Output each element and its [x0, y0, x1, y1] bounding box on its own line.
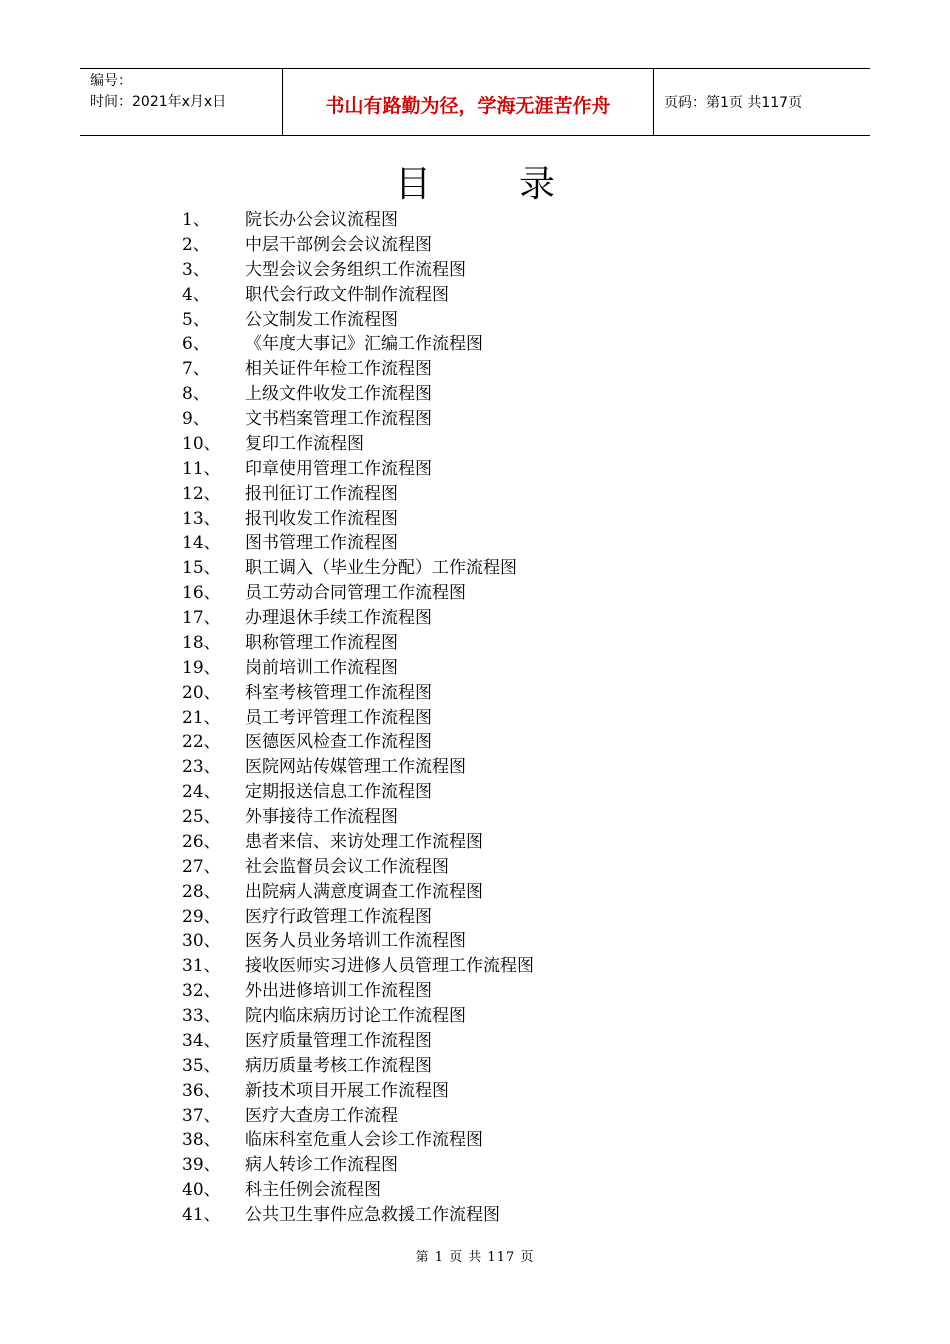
toc-item-label: 职工调入（毕业生分配）工作流程图	[245, 558, 517, 579]
toc-item-number: 25、	[182, 807, 221, 827]
toc-item[interactable]	[182, 432, 822, 457]
toc-item[interactable]	[182, 681, 822, 706]
toc-item-label: 外事接待工作流程图	[245, 807, 398, 827]
toc-item[interactable]	[182, 407, 822, 432]
toc-item-number: 20、	[182, 682, 221, 703]
toc-item-number: 5、	[182, 309, 210, 330]
toc-item[interactable]	[182, 954, 822, 979]
toc-item[interactable]	[182, 258, 822, 283]
toc-item[interactable]	[182, 507, 822, 532]
toc-item-number: 7、	[182, 359, 210, 380]
header-motto: 书山有路勤为径，学海无涯苦作舟	[282, 69, 654, 135]
toc-item-number: 19、	[182, 657, 221, 678]
toc-item-label: 定期报送信息工作流程图	[245, 782, 432, 803]
toc-item-number: 24、	[182, 782, 221, 803]
toc-item-label: 办理退休手续工作流程图	[245, 608, 432, 628]
toc-item[interactable]	[182, 1029, 822, 1054]
toc-item-number: 18、	[182, 632, 221, 653]
toc-item[interactable]	[182, 1153, 822, 1178]
toc-item[interactable]	[182, 805, 822, 830]
header-meta	[80, 69, 282, 135]
toc-item-number: 34、	[182, 1030, 221, 1051]
toc-item-number: 29、	[182, 906, 221, 927]
toc-item-number: 35、	[182, 1055, 221, 1076]
toc-item[interactable]	[182, 830, 822, 855]
toc-item-label: 院内临床病历讨论工作流程图	[245, 1006, 466, 1026]
toc-item-label: 社会监督员会议工作流程图	[245, 856, 449, 877]
toc-item-number: 14、	[182, 533, 221, 554]
toc-item-label: 外出进修培训工作流程图	[245, 981, 432, 1002]
toc-item-number: 10、	[182, 433, 221, 454]
toc-item-label: 病人转诊工作流程图	[245, 1155, 398, 1176]
toc-item-number: 4、	[182, 284, 210, 305]
toc-item[interactable]	[182, 1004, 822, 1029]
page-title: 目录	[394, 164, 643, 205]
toc-item[interactable]	[182, 233, 822, 258]
header-page-info: 页码：第1页 共117页	[664, 95, 803, 111]
toc-item-number: 3、	[182, 259, 210, 280]
toc-item-number: 16、	[182, 583, 221, 604]
toc-item-number: 39、	[182, 1155, 221, 1176]
toc-item-number: 17、	[182, 608, 221, 628]
toc-item[interactable]	[182, 332, 822, 357]
toc-item-number: 27、	[182, 856, 221, 877]
toc-item[interactable]	[182, 1104, 822, 1129]
page-header	[80, 68, 870, 136]
toc-item[interactable]	[182, 531, 822, 556]
toc-item[interactable]	[182, 905, 822, 930]
toc-item-number: 6、	[182, 334, 210, 355]
toc-item[interactable]	[182, 656, 822, 681]
serial-label: 编号：	[90, 73, 132, 89]
toc-item[interactable]	[182, 730, 822, 755]
toc-item[interactable]	[182, 1079, 822, 1104]
toc-item-label: 医疗质量管理工作流程图	[245, 1030, 432, 1051]
toc-item-label: 职代会行政文件制作流程图	[245, 284, 449, 305]
toc-item-label: 出院病人满意度调查工作流程图	[245, 881, 483, 902]
page-footer: 第 1 页 共 117 页	[415, 1250, 535, 1265]
toc-item-number: 21、	[182, 707, 221, 728]
toc-item-label: 上级文件收发工作流程图	[245, 384, 432, 405]
toc-item[interactable]	[182, 457, 822, 482]
toc-item-label: 科室考核管理工作流程图	[245, 682, 432, 703]
toc-item[interactable]	[182, 780, 822, 805]
toc-item-number: 8、	[182, 384, 210, 405]
toc-item-label: 印章使用管理工作流程图	[245, 458, 432, 479]
toc-item-number: 23、	[182, 757, 221, 778]
toc-item-number: 31、	[182, 956, 221, 977]
toc-item-label: 职称管理工作流程图	[245, 632, 398, 653]
toc-item-number: 30、	[182, 931, 221, 952]
toc-item[interactable]	[182, 979, 822, 1004]
toc-item-label: 院长办公会议流程图	[245, 210, 398, 230]
toc-item-label: 科主任例会流程图	[245, 1180, 381, 1201]
toc-item[interactable]	[182, 631, 822, 656]
toc-item-label: 岗前培训工作流程图	[245, 657, 398, 678]
toc-item[interactable]	[182, 1203, 822, 1228]
toc-item-label: 医务人员业务培训工作流程图	[245, 931, 466, 952]
toc-item-label: 医疗行政管理工作流程图	[245, 906, 432, 927]
toc-item[interactable]	[182, 929, 822, 954]
toc-item-number: 32、	[182, 981, 221, 1002]
toc-item-label: 接收医师实习进修人员管理工作流程图	[245, 956, 534, 977]
toc-item[interactable]	[182, 1178, 822, 1203]
toc-item[interactable]	[182, 482, 822, 507]
toc-item-label: 文书档案管理工作流程图	[245, 409, 432, 429]
toc-item-label: 病历质量考核工作流程图	[245, 1055, 432, 1076]
toc-item-number: 41、	[182, 1205, 221, 1225]
toc-item-label: 复印工作流程图	[245, 433, 364, 454]
toc-item[interactable]	[182, 382, 822, 407]
toc-item[interactable]	[182, 357, 822, 382]
toc-item[interactable]	[182, 706, 822, 731]
toc-item[interactable]	[182, 1128, 822, 1153]
toc-item-number: 40、	[182, 1180, 221, 1201]
toc-item-label: 新技术项目开展工作流程图	[245, 1080, 449, 1101]
toc-item[interactable]	[182, 1054, 822, 1079]
toc-item-number: 36、	[182, 1080, 221, 1101]
toc-item-number: 1、	[182, 210, 210, 230]
toc-item-label: 中层干部例会会议流程图	[245, 234, 432, 255]
toc-item-number: 12、	[182, 483, 221, 504]
toc-item[interactable]	[182, 208, 822, 233]
toc-item-label: 医院网站传媒管理工作流程图	[245, 757, 466, 778]
toc-item[interactable]	[182, 755, 822, 780]
toc-item-label: 相关证件年检工作流程图	[245, 359, 432, 380]
toc-item-label: 员工考评管理工作流程图	[245, 707, 432, 728]
toc-item-number: 38、	[182, 1130, 221, 1151]
toc-item[interactable]	[182, 581, 822, 606]
toc-item-label: 报刊收发工作流程图	[245, 508, 398, 529]
toc-item-label: 医疗大查房工作流程	[245, 1105, 398, 1126]
toc-item-label: 患者来信、来访处理工作流程图	[245, 831, 483, 852]
toc-item[interactable]	[182, 606, 822, 631]
toc-item-number: 28、	[182, 881, 221, 902]
toc-item[interactable]	[182, 556, 822, 581]
toc-item-number: 13、	[182, 508, 221, 529]
toc-item-number: 11、	[182, 458, 221, 479]
toc-item-label: 临床科室危重人会诊工作流程图	[245, 1130, 483, 1151]
toc-item-number: 2、	[182, 234, 210, 255]
toc-item-label: 公文制发工作流程图	[245, 309, 398, 330]
toc-item-label: 图书管理工作流程图	[245, 533, 398, 554]
toc-item-label: 医德医风检查工作流程图	[245, 732, 432, 753]
toc-item-number: 15、	[182, 558, 221, 579]
toc-item[interactable]	[182, 880, 822, 905]
toc-item-number: 9、	[182, 409, 210, 429]
toc-item-label: 报刊征订工作流程图	[245, 483, 398, 504]
toc-item[interactable]	[182, 308, 822, 333]
toc-item-number: 37、	[182, 1105, 221, 1126]
toc-item-number: 22、	[182, 732, 221, 753]
toc-item-number: 33、	[182, 1006, 221, 1026]
toc-item-label: 大型会议会务组织工作流程图	[245, 259, 466, 280]
toc-item-label: 员工劳动合同管理工作流程图	[245, 583, 466, 604]
table-of-contents	[182, 208, 822, 1228]
toc-item-label: 公共卫生事件应急救援工作流程图	[245, 1205, 500, 1225]
time-label: 时间：2021年x月x日	[90, 94, 227, 110]
toc-item-number: 26、	[182, 831, 221, 852]
toc-item-label: 《年度大事记》汇编工作流程图	[245, 334, 483, 355]
toc-item[interactable]	[182, 855, 822, 880]
toc-item[interactable]	[182, 283, 822, 308]
